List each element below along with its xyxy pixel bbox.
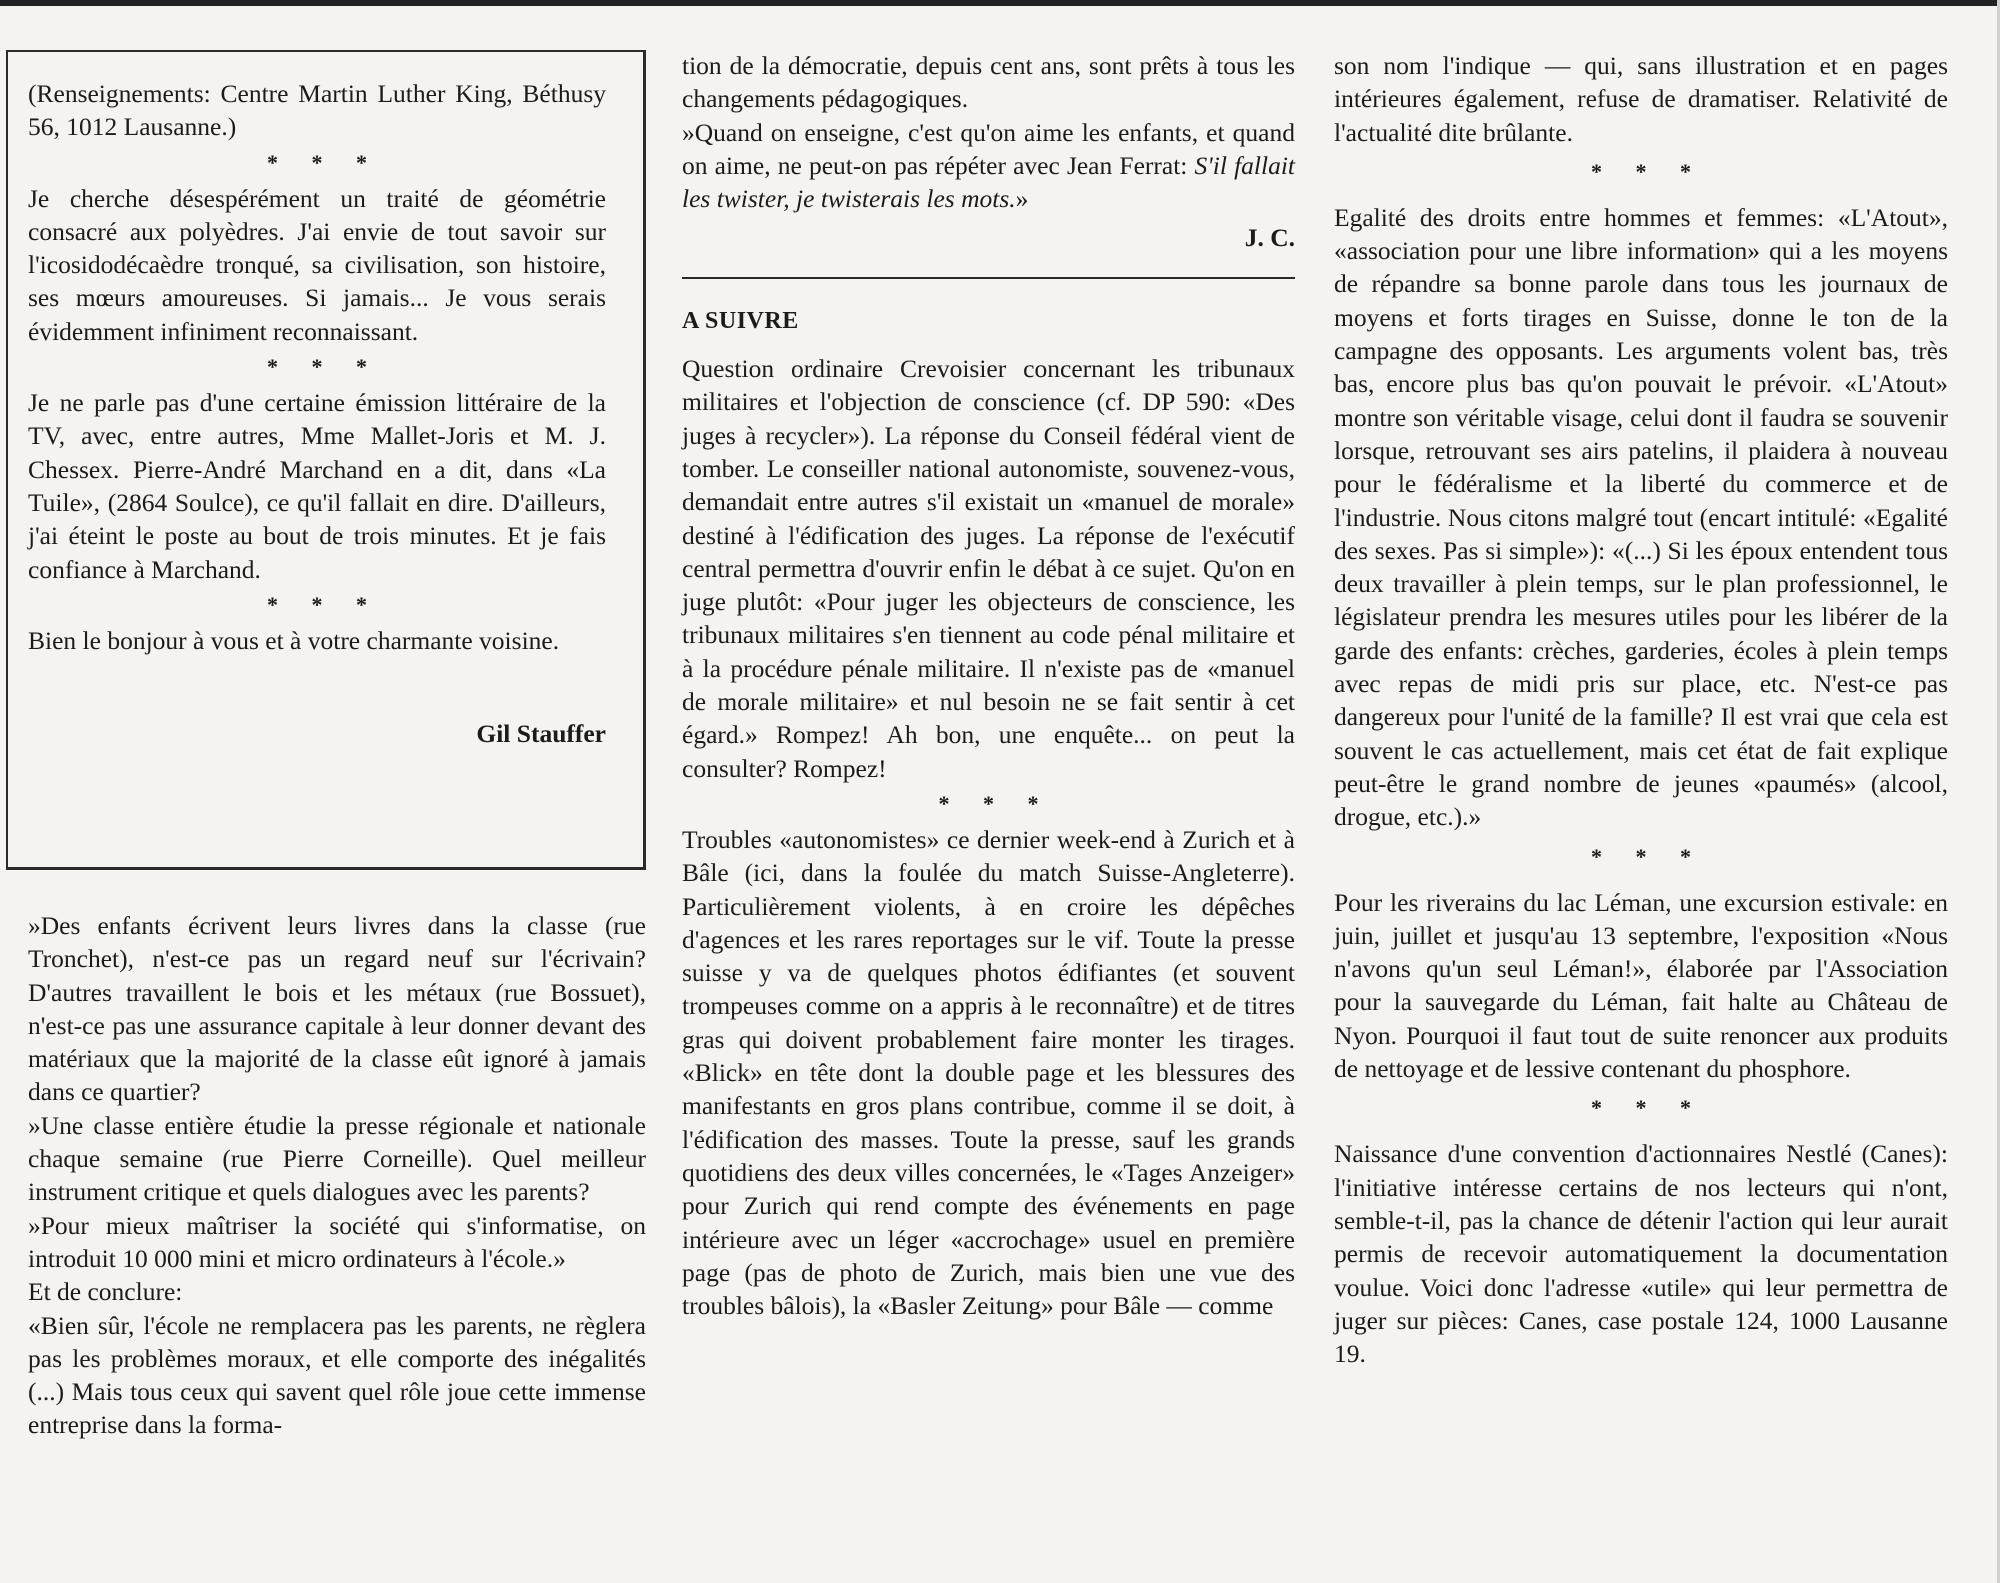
top-rule <box>0 0 2000 6</box>
paragraph: »Une classe entière étudie la presse régionale et nationale chaque semaine (rue Pierre Corneille). Quel meilleur instrument critique et quels dialogues avec les parents? <box>28 1110 646 1207</box>
paragraph: Bien le bonjour à vous et à votre charmante voisine. <box>28 625 560 655</box>
paragraph: Egalité des droits entre hommes et femmes: «L'Atout», «association pour une libre information» qui a les moyens de répandre sa bonne parole dans tous les journaux de moyens et forts tirages en Suisse, donne le ton de la campagne des opposants. Les arguments volent bas, très bas, encore plus bas qu'on pouvait le prévoir. «L'Atout» montre son véritable visage, celui dont il faudra se souvenir lorsque, retrouvant ses airs patelins, il plaidera à nouveau pour le fédéralisme et la liberté du commerce et de l'industrie. Nous citons malgré tout (encart intitulé: «Egalité des sexes. Pas si simple»): «(...) Si les époux entendent tous deux travailler à plein temps, sur le plan professionnel, le législateur prendra les mesures utiles pour les libérer de la garde des enfants: crèches, garderies, écoles à plein temps avec repas de midi pris sur place, etc. N'est-ce pas dangereux pour l'unité de la famille? Il est vrai que cela est souvent le cas actuellement, mais cet état de fait explique peut-être le grand nombre de jeunes «paumés» (alcool, drogue, etc.).» <box>1334 202 1948 832</box>
separator-stars: * * * <box>267 591 381 617</box>
paragraph: Troubles «autonomistes» ce dernier week-end à Zurich et à Bâle (ici, dans la foulée du match Suisse-Angleterre). Particulièrement violents, à en croire les dépêches d'agences et les rares reportages sur le vif. Toute la presse suisse y va de quelques photos édifiantes (et souvent trompeuses comme on a appris à le reconnaître) et de titres gras qui doivent probablement faire monter les tirages. «Blick» en tête dont la double page et les blessures des manifestants en gros plans contribue, comme il se doit, à l'édification des masses. Toute la presse, sauf les grands quotidiens des deux villes concernées, le «Tages Anzeiger» pour Zurich qui rend compte des événements en page intérieure avec un léger «accrochage» usuel en première page (pas de photo de Zurich, mais bien une vue des troubles bâlois), la «Basler Zeitung» pour Bâle — comme <box>682 824 1295 1321</box>
paragraph <box>682 116 1295 216</box>
paragraph: Je cherche désespérément un traité de géométrie consacré aux polyèdres. J'ai envie de tout savoir sur l'icosidodécaèdre tronqué, sa civilisation, son histoire, ses mœurs amoureuses. Si jamais... Je vous serais évidemment infiniment reconnaissant. <box>28 183 606 346</box>
paragraph: son nom l'indique — qui, sans illustration et en pages intérieures également, refuse de dramatiser. Relativité de l'actualité dite brûlante. <box>1334 51 1948 147</box>
paragraph: Question ordinaire Crevoisier concernant les tribunaux militaires et l'objection de conscience (cf. DP 590: «Des juges à recycler»). La réponse du Conseil fédéral vient de tomber. Le conseiller national autonomiste, souvenez-vous, demandait entre autres s'il existait un «manuel de morale» destiné à l'édification des juges. La réponse de l'exécutif central permettra d'ouvrir enfin le débat à ce sujet. Qu'on en juge plutôt: «Pour juger les objecteurs de conscience, les tribunaux militaires s'en tiennent au code pénal militaire et à la procédure pénale militaire. Il n'existe pas de «manuel de morale militaire» et nul besoin ne se fait sentir à cet égard.» Rompez! Ah bon, une enquête... on peut la consulter? Rompez! <box>682 354 1295 783</box>
separator-stars: * * * <box>267 149 381 175</box>
paragraph: Je ne parle pas d'une certaine émission littéraire de la TV, avec, entre autres, Mme Mallet-Joris et M. J. Chessex. Pierre-André Marchand en a dit, dans «La Tuile», (2864 Soulce), ce qu'il fallait en dire. D'ailleurs, j'ai éteint le poste au bout de trois minutes. Et je fais confiance à Marchand. <box>28 388 606 584</box>
signature: J. C. <box>1244 223 1295 253</box>
separator-stars: * * * <box>938 790 1053 816</box>
paragraph: »Des enfants écrivent leurs livres dans la classe (rue Tronchet), n'est-ce pas un regard neuf sur l'écrivain? D'autres travaillent le bois et les métaux (rue Bossuet), n'est-ce pas une assurance capitale à leur donner devant des matériaux que la majorité de la classe eût ignoré à jamais dans ce quartier? <box>28 911 646 1107</box>
separator-stars: * * * <box>1591 843 1705 869</box>
paragraph: (Renseignements: Centre Martin Luther King, Béthusy 56, 1012 Lausanne.) <box>28 79 606 142</box>
signature: Gil Stauffer <box>476 719 606 749</box>
column-2 <box>682 49 1295 1322</box>
paragraph: Pour les riverains du lac Léman, une excursion estivale: en juin, juillet et jusqu'au 13 septembre, l'exposition «Nous n'avons qu'un seul Léman!», élaborée par l'Association pour la sauvegarde du Léman, fait halte au Château de Nyon. Pourquoi il faut tout de suite renoncer aux produits de nettoyage et de lessive contenant du phosphore. <box>1334 887 1948 1084</box>
paragraph: tion de la démocratie, depuis cent ans, sont prêts à tous les changements pédagogiques. <box>682 51 1295 114</box>
paragraph: »Pour mieux maîtriser la société qui s'informatise, on introduit 10 000 mini et micro ordinateurs à l'école.» <box>28 1210 646 1273</box>
section-heading: A SUIVRE <box>682 307 799 334</box>
column-1-letter <box>28 77 606 750</box>
paragraph: «Bien sûr, l'école ne remplacera pas les parents, ne règlera pas les problèmes moraux, et elle comporte des inégalités (...) Mais tous ceux qui savent quel rôle joue cette immense entreprise dans la forma- <box>28 1310 646 1440</box>
column-1-article <box>28 909 646 1442</box>
paragraph: Et de conclure: <box>28 1277 183 1307</box>
quote-italic: S'il fallait les twister, je twisterais les mots. <box>682 150 1295 214</box>
separator-stars: * * * <box>267 354 381 380</box>
quote-close: » <box>1015 184 1029 214</box>
separator-stars: * * * <box>1591 158 1705 184</box>
quote-text: »Quand on enseigne, c'est qu'on aime les enfants, et quand on aime, ne peut-on pas répéter avec Jean Ferrat: <box>682 117 1295 180</box>
paragraph: Naissance d'une convention d'actionnaires Nestlé (Canes): l'initiative intéresse certains de nos lecteurs qui n'ont, semble-t-il, pas la chance de détenir l'action qui leur aurait permis de recevoir automatiquement la documentation voulue. Voici donc l'adresse «utile» qui leur permettra de juger sur pièces: Canes, case postale 124, 1000 Lausanne 19. <box>1334 1139 1948 1369</box>
column-3 <box>1334 49 1948 1370</box>
section-divider <box>682 277 1295 279</box>
separator-stars: * * * <box>1591 1095 1705 1121</box>
